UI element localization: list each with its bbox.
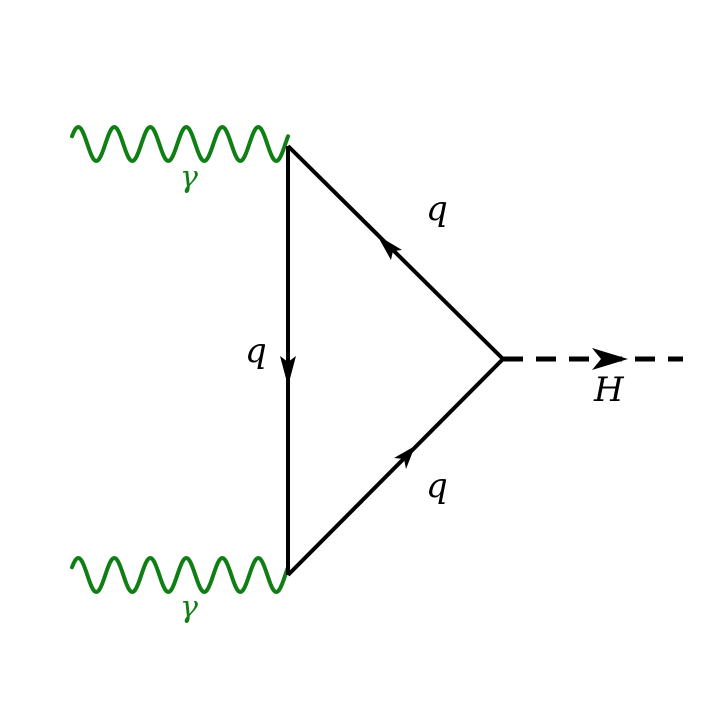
- photon-line-bottom: [72, 558, 288, 592]
- photon-line-top: [72, 127, 288, 161]
- quark-lower-right-label: q: [426, 466, 448, 506]
- quark-left-label: q: [245, 331, 267, 371]
- higgs-label: H: [594, 370, 624, 410]
- higgs-arrow-icon: [592, 348, 628, 370]
- quark-line-upper-right: [288, 146, 503, 359]
- quark-upper-right-label: q: [426, 189, 448, 229]
- photon-bottom-label: γ: [180, 590, 198, 625]
- photon-top-label: γ: [180, 160, 198, 195]
- quark-line-lower-right: [288, 359, 503, 575]
